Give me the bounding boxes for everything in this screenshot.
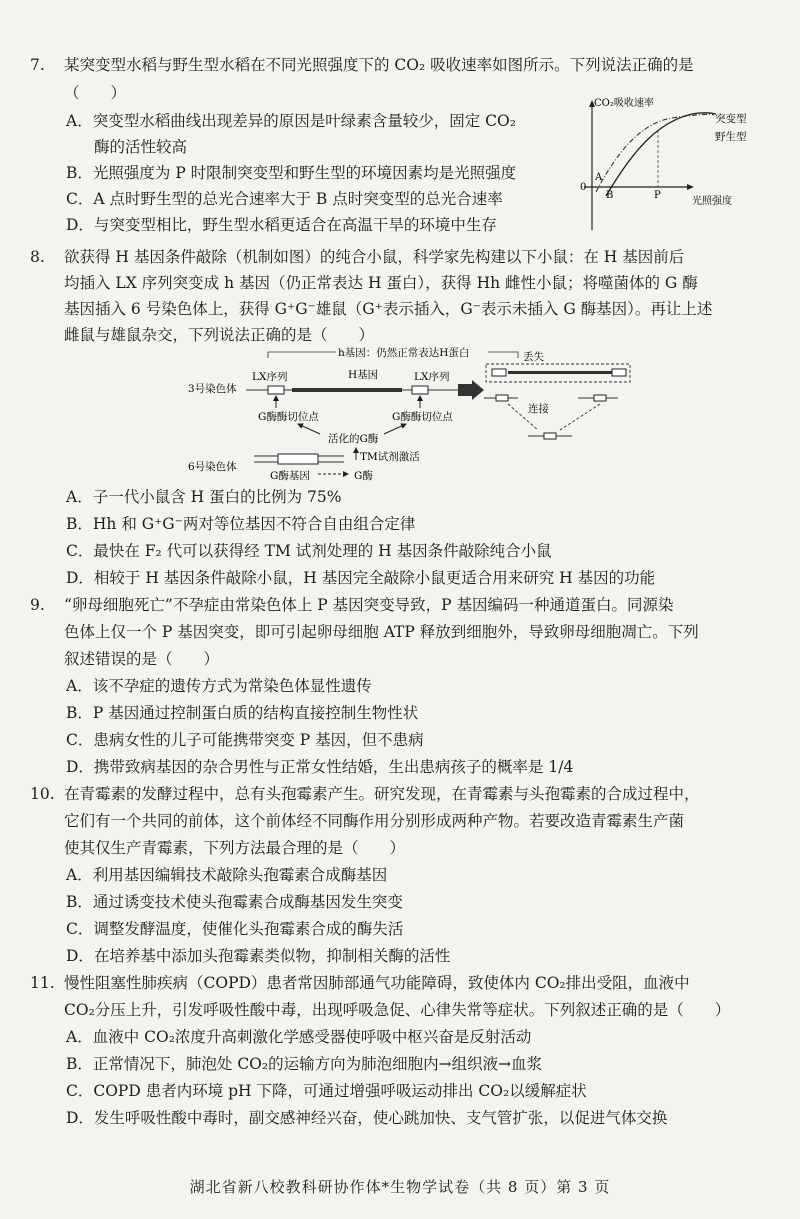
cut-site-left: G酶酶切位点: [258, 411, 319, 423]
option-c: C．COPD 患者内环境 pH 下降，可通过增强呼吸运动排出 CO₂以缓解症状: [66, 1082, 587, 1100]
tm-activation-label: TM试剂激活: [360, 451, 420, 463]
option-a-continued: 酶的活性较高: [94, 138, 188, 156]
h-gene-label: H基因: [348, 369, 379, 381]
remaining-lx-left: [496, 395, 508, 401]
connect-line-right: [560, 404, 600, 430]
option-c: C．患病女性的儿子可能携带突变 P 基因，但不患病: [66, 731, 424, 749]
process-arrow: [458, 380, 484, 400]
question-stem-line-4: 雌鼠与雄鼠杂交，下列说法正确的是（ ）: [64, 326, 375, 344]
chromosome-3-label: 3号染色体: [188, 383, 237, 395]
option-d: D．在培养基中添加头孢霉素类似物，抑制相关酶的活性: [66, 947, 451, 965]
x-axis-arrow: [687, 184, 694, 190]
activation-arrow-right: [384, 424, 406, 434]
point-p-label: P: [654, 190, 661, 201]
option-b: B．P 基因通过控制蛋白质的结构直接控制生物性状: [66, 704, 419, 722]
option-a: A．血液中 CO₂浓度升高刺激化学感受器使呼吸中枢兴奋是反射活动: [66, 1028, 532, 1046]
cut-site-right: G酶酶切位点: [392, 411, 453, 423]
point-a-label: A: [595, 172, 603, 183]
activated-enzyme-label: 活化的G酶: [328, 433, 379, 445]
question-number: 11.: [30, 974, 55, 992]
y-axis-label: CO₂吸收速率: [594, 98, 654, 109]
activation-arrow-left: [298, 424, 320, 434]
question-stem-line-1: 欲获得 H 基因条件敲除（机制如图）的纯合小鼠，科学家先构建以下小鼠：在 H 基因前后: [64, 248, 685, 266]
option-b: B．正常情况下，肺泡处 CO₂的运输方向为肺泡细胞内→组织液→血浆: [66, 1055, 543, 1073]
h-gene-bar: [292, 388, 402, 392]
question-stem-line-1: “卵母细胞死亡”不孕症由常染色体上 P 基因突变导致，P 基因编码一种通道蛋白。同源染: [64, 596, 674, 614]
option-d: D．相较于 H 基因条件敲除小鼠，H 基因完全敲除小鼠更适合用来研究 H 基因的功能: [66, 569, 656, 587]
option-a: A．突变型水稻曲线出现差异的原因是叶绿素含量较少，固定 CO₂: [66, 112, 516, 130]
lost-lx-box-right: [612, 369, 626, 376]
lx-sequence-right: LX序列: [414, 371, 450, 383]
option-d: D．携带致病基因的杂合男性与正常女性结婚，生出患病孩子的概率是 1/4: [66, 758, 574, 776]
option-a: A．利用基因编辑技术敲除头孢霉素合成酶基因: [66, 866, 388, 884]
lx-box-left: [268, 386, 284, 394]
question-number: 9.: [30, 596, 45, 614]
joined-lx-box: [544, 433, 556, 439]
lost-lx-box: [492, 369, 506, 376]
question-stem: 某突变型水稻与野生型水稻在不同光照强度下的 CO₂ 吸收速率如图所示。下列说法正确的是: [64, 56, 694, 74]
option-a: A．该不孕症的遗传方式为常染色体显性遗传: [66, 677, 372, 695]
option-c: C．A 点时野生型的总光合速率大于 B 点时突变型的总光合速率: [66, 190, 503, 208]
question-stem-line-3: 叙述错误的是（ ）: [64, 650, 220, 668]
option-b: B．Hh 和 G⁺G⁻两对等位基因不符合自由组合定律: [66, 515, 416, 533]
lx-box-right: [412, 386, 428, 394]
wild-type-curve: [596, 114, 714, 192]
x-axis-label: 光照强度: [692, 196, 732, 207]
answer-blank: （ ）: [64, 84, 127, 102]
origin-label: 0: [580, 182, 587, 193]
question-number: 8.: [30, 248, 45, 266]
question-stem-line-2: 均插入 LX 序列突变成 h 基因（仍正常表达 H 蛋白），获得 Hh 雌性小鼠；将噬菌体的 G 酶: [64, 274, 698, 292]
question-stem-line-2: 它们有一个共同的前体，这个前体经不同酶作用分别形成两种产物。若要改造青霉素生产菌: [64, 812, 685, 830]
option-c: C．最快在 F₂ 代可以获得经 TM 试剂处理的 H 基因条件敲除纯合小鼠: [66, 542, 552, 560]
point-b-label: B: [606, 190, 614, 201]
connect-label: 连接: [528, 403, 549, 415]
legend-wild-type: 野生型: [715, 131, 747, 143]
option-b: B．通过诱变技术使头孢霉素合成酶基因发生突变: [66, 893, 403, 911]
mutant-curve: [606, 113, 716, 196]
chromosome-6-label: 6号染色体: [188, 461, 237, 473]
co2-absorption-graph: [572, 92, 772, 242]
question-stem-line-3: 使其仅生产青霉素，下列方法最合理的是（ ）: [64, 839, 406, 857]
option-d: D．与突变型相比，野生型水稻更适合在高温干旱的环境中生存: [66, 216, 497, 234]
g-enzyme-gene-label: G酶基因: [270, 470, 310, 482]
gene-knockout-diagram: [188, 344, 648, 484]
question-stem-line-3: 基因插入 6 号染色体上，获得 G⁺G⁻雄鼠（G⁺表示插入，G⁻表示未插入 G 酶基因）。再让上述: [64, 300, 713, 318]
question-number: 7.: [30, 56, 45, 74]
remaining-lx-right: [594, 395, 606, 401]
option-c: C．调整发酵温度，使催化头孢霉素合成的酶失活: [66, 920, 404, 938]
g-enzyme-gene-box: [278, 454, 318, 464]
question-stem-line-1: 慢性阻塞性肺疾病（COPD）患者常因肺部通气功能障碍，致使体内 CO₂排出受阻，血液中: [64, 974, 690, 992]
question-stem-line-1: 在青霉素的发酵过程中，总有头孢霉素产生。研究发现，在青霉素与头孢霉素的合成过程中，: [64, 785, 700, 803]
question-stem-line-2: 色体上仅一个 P 基因突变，即可引起卵母细胞 ATP 释放到细胞外，导致卵母细胞凋亡。下列: [64, 623, 699, 641]
option-a: A．子一代小鼠含 H 蛋白的比例为 75%: [66, 488, 342, 506]
page-footer: 湖北省新八校教科研协作体*生物学试卷（共 8 页）第 3 页: [189, 1178, 611, 1196]
lost-label: 丢失: [523, 351, 544, 363]
h-gene-note: h基因：仍然正常表达H蛋白: [338, 347, 470, 359]
question-number: 10.: [30, 785, 55, 803]
option-d: D．发生呼吸性酸中毒时，副交感神经兴奋，使心跳加快、支气管扩张，以促进气体交换: [66, 1109, 668, 1127]
lx-sequence-left: LX序列: [252, 371, 288, 383]
question-stem-line-2: CO₂分压上升，引发呼吸性酸中毒，出现呼吸急促、心律失常等症状。下列叙述正确的是（ ）: [64, 1001, 731, 1019]
g-enzyme-label: G酶: [354, 470, 373, 482]
legend-mutant: 突变型: [715, 113, 747, 125]
lost-h-gene-bar: [508, 371, 616, 374]
option-b: B．光照强度为 P 时限制突变型和野生型的环境因素均是光照强度: [66, 164, 517, 182]
